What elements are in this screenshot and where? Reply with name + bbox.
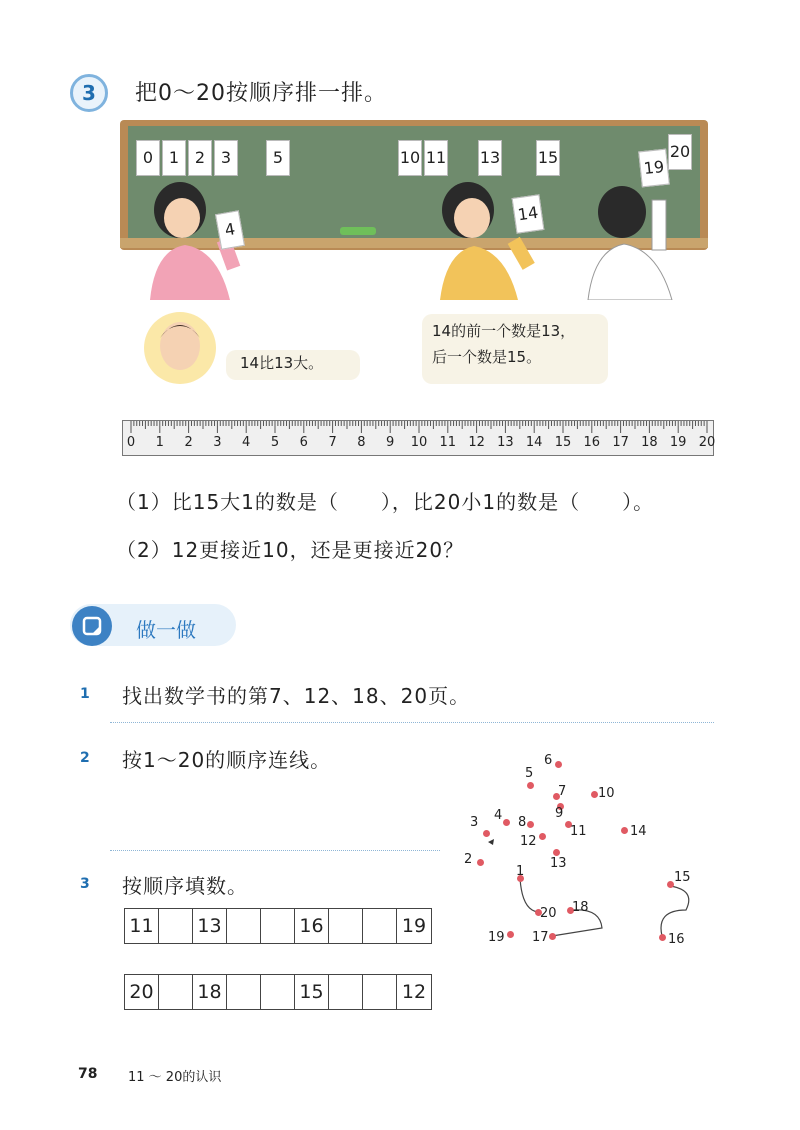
fill-cell-blank[interactable] bbox=[227, 909, 261, 943]
dot-label: 19 bbox=[488, 930, 505, 945]
item-1-index: 1 bbox=[80, 686, 90, 702]
dot-14[interactable] bbox=[621, 827, 628, 834]
girl-speech-line1: 14的前一个数是13， bbox=[432, 322, 576, 340]
ruler-number: 15 bbox=[554, 435, 572, 450]
ruler-number: 16 bbox=[583, 435, 601, 450]
dot-label: 5 bbox=[525, 766, 534, 781]
item-2-text: 按1～20的顺序连线。 bbox=[122, 748, 332, 772]
problem-title: 把0～20按顺序排一排。 bbox=[135, 81, 387, 106]
ruler-number: 1 bbox=[155, 435, 164, 450]
fill-cell-blank[interactable] bbox=[329, 909, 363, 943]
divider-1 bbox=[110, 722, 714, 723]
dot-13[interactable] bbox=[553, 849, 560, 856]
boy-face-illustration bbox=[142, 308, 218, 388]
chalk-eraser bbox=[340, 227, 376, 235]
dot-label: 16 bbox=[668, 932, 685, 947]
number-ruler bbox=[122, 420, 714, 456]
dot-label: 15 bbox=[674, 870, 691, 885]
connect-dots-lines bbox=[460, 740, 720, 960]
ruler-number: 4 bbox=[242, 435, 251, 450]
board-card: 1 bbox=[162, 140, 186, 176]
dot-label: 6 bbox=[544, 753, 553, 768]
fill-cell: 16 bbox=[295, 909, 329, 943]
board-card: 20 bbox=[668, 134, 692, 170]
dot-label: 11 bbox=[570, 824, 587, 839]
fill-cell-blank[interactable] bbox=[363, 909, 397, 943]
fill-cell: 12 bbox=[401, 981, 427, 1003]
girl-speech-line2: 后一个数是15。 bbox=[432, 348, 542, 366]
dot-5[interactable] bbox=[527, 782, 534, 789]
board-card: 11 bbox=[424, 140, 448, 176]
dot-10[interactable] bbox=[591, 791, 598, 798]
board-card: 13 bbox=[478, 140, 502, 176]
dot-2[interactable] bbox=[477, 859, 484, 866]
fill-cell: 13 bbox=[193, 909, 227, 943]
fill-cell: 11 bbox=[125, 909, 159, 943]
ruler-number: 13 bbox=[497, 435, 514, 450]
boy-speech-bubble bbox=[226, 350, 360, 380]
dot-8[interactable] bbox=[527, 821, 534, 828]
ruler-number: 5 bbox=[270, 435, 280, 450]
dot-17[interactable] bbox=[549, 933, 556, 940]
board-card: 2 bbox=[188, 140, 212, 176]
ruler-number: 8 bbox=[357, 435, 366, 450]
fill-cell-blank[interactable] bbox=[159, 975, 193, 1009]
fill-cell: 20 bbox=[125, 975, 159, 1009]
dot-label: 2 bbox=[464, 852, 473, 867]
dot-label: 10 bbox=[598, 786, 615, 801]
dot-16[interactable] bbox=[659, 934, 666, 941]
fill-cell: 18 bbox=[193, 975, 227, 1009]
held-card-14: 14 bbox=[512, 194, 545, 234]
fill-cell-blank[interactable] bbox=[363, 975, 397, 1009]
fill-row-2 bbox=[124, 974, 432, 1010]
ruler-number: 14 bbox=[525, 435, 543, 450]
dot-label: 7 bbox=[558, 784, 567, 799]
board-card: 15 bbox=[536, 140, 560, 176]
chapter-title: 11 ～ 20的认识 bbox=[128, 1070, 222, 1085]
dot-label: 4 bbox=[494, 808, 503, 823]
dot-label: 12 bbox=[520, 834, 537, 849]
board-card: 10 bbox=[398, 140, 422, 176]
held-card-19: 19 bbox=[638, 149, 670, 188]
do-it-icon bbox=[72, 606, 112, 646]
ruler-number: 11 bbox=[439, 435, 457, 450]
item-3-index: 3 bbox=[80, 876, 90, 892]
ruler-number: 6 bbox=[299, 435, 308, 450]
board-card: 0 bbox=[136, 140, 160, 176]
boy-speech-text: 14比13大。 bbox=[240, 354, 324, 372]
ruler-ticks bbox=[123, 421, 713, 435]
ruler-number: 2 bbox=[184, 435, 193, 450]
divider-2 bbox=[110, 850, 440, 851]
ruler-number: 20 bbox=[698, 435, 716, 450]
dot-6[interactable] bbox=[555, 761, 562, 768]
ruler-number: 9 bbox=[386, 435, 395, 450]
dot-4[interactable] bbox=[503, 819, 510, 826]
dot-label: 18 bbox=[572, 900, 589, 915]
ruler-number: 17 bbox=[612, 435, 629, 450]
ruler-number: 3 bbox=[213, 435, 222, 450]
board-card: 5 bbox=[266, 140, 290, 176]
question-1: （1）比15大1的数是（ ），比20小1的数是（ ）。 bbox=[116, 490, 655, 514]
item-2-index: 2 bbox=[80, 750, 90, 766]
ruler-number: 10 bbox=[410, 435, 428, 450]
dot-label: 9 bbox=[555, 806, 564, 821]
item-3-text: 按顺序填数。 bbox=[122, 874, 248, 898]
fill-cell-blank[interactable] bbox=[261, 975, 295, 1009]
fill-cell-blank[interactable] bbox=[227, 975, 261, 1009]
fill-cell-blank[interactable] bbox=[329, 975, 363, 1009]
dot-12[interactable] bbox=[539, 833, 546, 840]
ruler-number: 19 bbox=[669, 435, 687, 450]
fill-cell-blank[interactable] bbox=[159, 909, 193, 943]
fill-cell-blank[interactable] bbox=[261, 909, 295, 943]
dot-label: 13 bbox=[550, 856, 567, 871]
ruler-number: 12 bbox=[468, 435, 485, 450]
fill-cell: 15 bbox=[295, 975, 329, 1009]
ruler-number: 0 bbox=[126, 435, 136, 450]
dot-15[interactable] bbox=[667, 881, 674, 888]
fill-cell: 19 bbox=[401, 915, 427, 937]
dot-label: 8 bbox=[518, 815, 527, 830]
question-2: （2）12更接近10，还是更接近20？ bbox=[116, 538, 465, 562]
dot-3[interactable] bbox=[483, 830, 490, 837]
problem-number-badge: 3 bbox=[70, 74, 108, 112]
page-number: 78 bbox=[78, 1066, 98, 1082]
dot-19[interactable] bbox=[507, 931, 514, 938]
right-kid-illustration bbox=[582, 180, 692, 300]
dot-label: 14 bbox=[630, 824, 647, 839]
dot-label: 20 bbox=[540, 906, 557, 921]
ruler-number: 7 bbox=[328, 435, 337, 450]
do-it-label: 做一做 bbox=[136, 618, 196, 642]
girl-speech-bubble bbox=[422, 314, 608, 384]
board-card: 3 bbox=[214, 140, 238, 176]
dot-label: 17 bbox=[532, 930, 549, 945]
dot-label: 3 bbox=[470, 815, 479, 830]
dot-label: 1 bbox=[516, 864, 525, 879]
fill-row-1 bbox=[124, 908, 432, 944]
held-card-4: 4 bbox=[215, 210, 245, 250]
item-1-text: 找出数学书的第7、12、18、20页。 bbox=[122, 684, 471, 708]
ruler-number: 18 bbox=[641, 435, 658, 450]
